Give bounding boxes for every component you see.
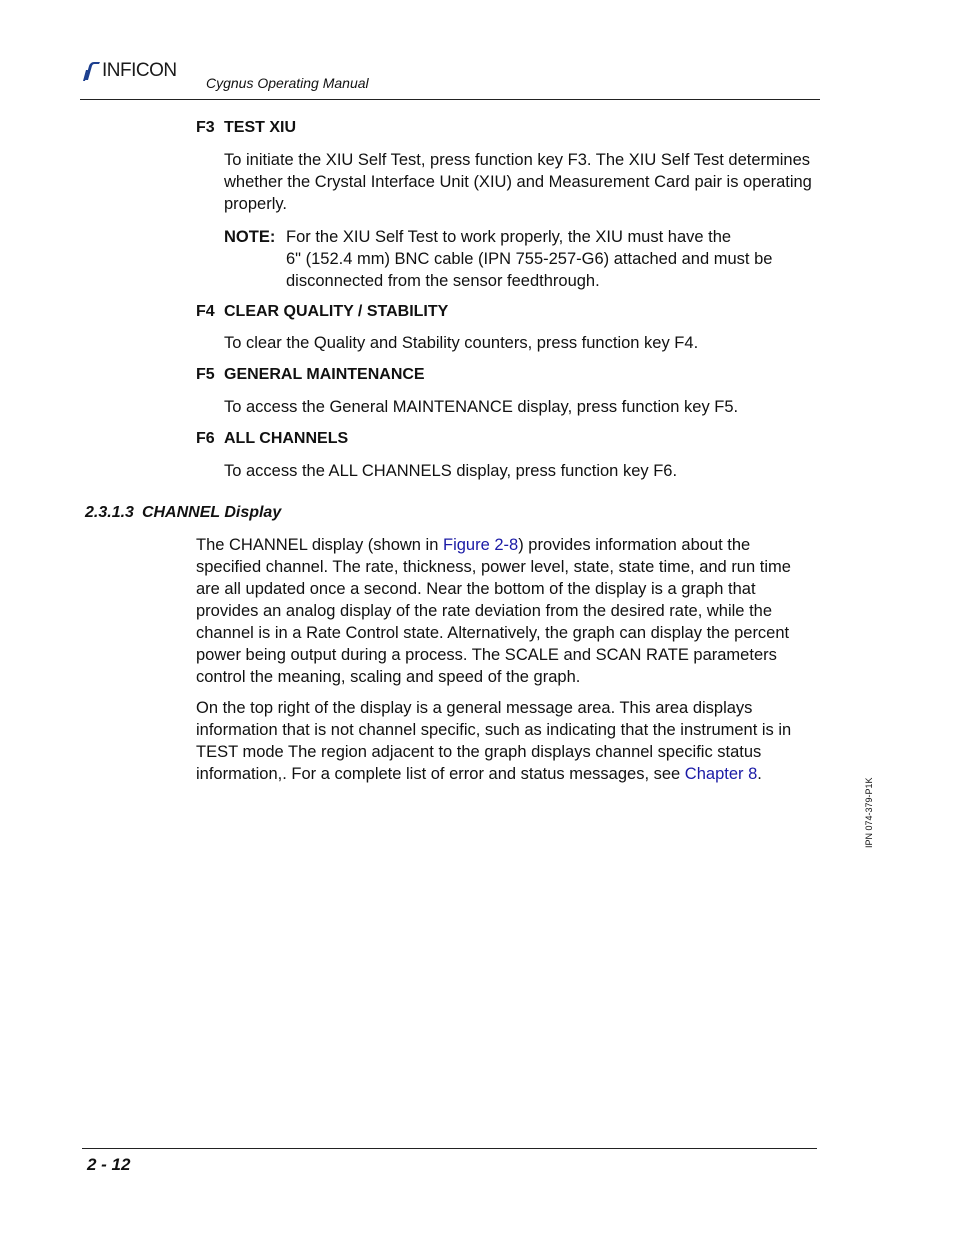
f6-key: F6: [196, 430, 215, 447]
f4-title: CLEAR QUALITY / STABILITY: [224, 303, 449, 320]
f4-description: To clear the Quality and Stability counters, press function key F4.: [224, 334, 699, 352]
f4-key: F4: [196, 303, 215, 320]
f4-heading: [196, 302, 448, 322]
note-line-2: 6" (152.4 mm) BNC cable (IPN 755-257-G6) attached and must be disconnected from the sensor feedthrough.: [286, 250, 773, 290]
p2-text-start: On the top right of the display is a general message area. This area displays information that is not channel specific, such as indicating that the instrument is in TEST mode The region adjacent to the graph displays channel specific status information,. For a complete list of error and status messages, see: [196, 699, 792, 783]
channel-display-paragraph-1: [196, 534, 814, 688]
note-text: [286, 226, 806, 292]
page-number: 2 - 12: [87, 1155, 131, 1174]
f3-description: To initiate the XIU Self Test, press function key F3. The XIU Self Test determines whether the Crystal Interface Unit (XIU) and Measurement Card pair is operating properly.: [224, 151, 812, 213]
f3-title: TEST XIU: [224, 119, 297, 136]
f6-description: To access the ALL CHANNELS display, press function key F6.: [224, 462, 678, 480]
f5-title: GENERAL MAINTENANCE: [224, 366, 425, 383]
f5-description: To access the General MAINTENANCE display, press function key F5.: [224, 398, 739, 416]
channel-display-paragraph-2: [196, 697, 814, 785]
f3-key: F3: [196, 119, 215, 136]
manual-title: Cygnus Operating Manual: [206, 75, 369, 91]
f6-heading: [196, 429, 348, 449]
ipn-label: IPN 074-379-P1K: [864, 777, 874, 848]
p2-text-end: .: [757, 765, 762, 783]
section-heading: [85, 503, 281, 523]
logo-text: INFICON: [102, 60, 177, 81]
inficon-logo: [82, 60, 197, 84]
f5-key: F5: [196, 366, 215, 383]
p1-text-end: ) provides information about the specified channel. The rate, thickness, power level, state, state time, and run time are all updated once a second. Near the bottom of the display is a graph that provides an analog display of the rate deviation from the desired rate, while the channel is in a Rate Control state. Alternatively, the graph can display the percent power being output during a process. The SCALE and SCAN RATE parameters control the meaning, scaling and speed of the graph.: [196, 536, 791, 686]
figure-2-8-link[interactable]: Figure 2-8: [442, 536, 519, 554]
p1-text-start: The CHANNEL display (shown in: [196, 536, 443, 554]
footer-rule: [82, 1148, 817, 1149]
chapter-8-link[interactable]: Chapter 8: [684, 765, 758, 783]
section-title: CHANNEL Display: [141, 504, 282, 521]
header-rule: [80, 99, 820, 100]
inficon-logo-icon: [82, 60, 102, 82]
f3-heading: [196, 118, 296, 138]
f6-title: ALL CHANNELS: [224, 430, 349, 447]
f5-heading: [196, 365, 425, 385]
note-label: NOTE:: [224, 228, 276, 246]
note-line-1: For the XIU Self Test to work properly, the XIU must have the: [286, 228, 732, 246]
section-number: 2.3.1.3: [85, 504, 134, 521]
